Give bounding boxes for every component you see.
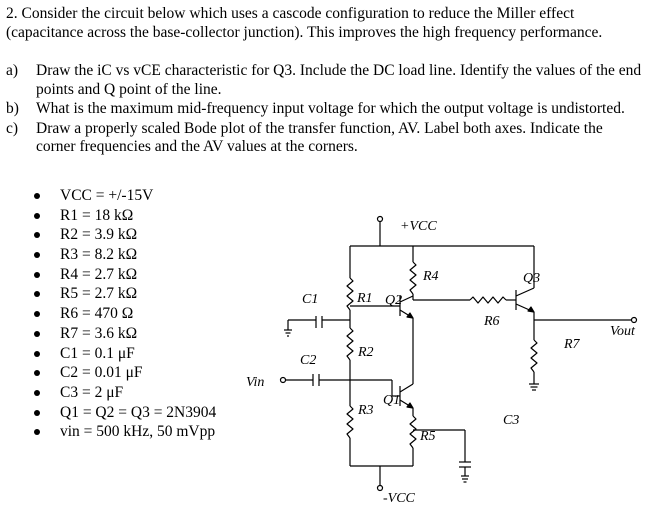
spec-item: R1 = 18 kΩ bbox=[34, 206, 216, 226]
vcc-negative-label: -VCC bbox=[383, 491, 415, 506]
c1-label: C1 bbox=[302, 292, 319, 307]
vcc-positive-label: +VCC bbox=[400, 219, 437, 234]
spec-item: R7 = 3.6 kΩ bbox=[34, 324, 216, 344]
spec-item: R2 = 3.9 kΩ bbox=[34, 225, 216, 245]
spec-item: R4 = 2.7 kΩ bbox=[34, 265, 216, 285]
c2-label: C2 bbox=[300, 353, 317, 368]
spec-item: Q1 = Q2 = Q3 = 2N3904 bbox=[34, 403, 216, 423]
spec-item: R6 = 470 Ω bbox=[34, 304, 216, 324]
resistor-r6 bbox=[470, 297, 506, 303]
question-text: Draw the iC vs vCE characteristic for Q3. Include the DC load line. Identify the values of the end points and Q point of the line. bbox=[36, 62, 642, 98]
spec-item: C1 = 0.1 μF bbox=[34, 344, 216, 364]
resistor-r7 bbox=[531, 340, 537, 372]
r4-label: R4 bbox=[423, 269, 439, 284]
q1-label: Q1 bbox=[383, 393, 401, 408]
r7-label: R7 bbox=[564, 337, 580, 352]
c3-label: C3 bbox=[503, 413, 520, 428]
r5-label: R5 bbox=[420, 429, 436, 444]
q2-label: Q2 bbox=[385, 293, 403, 308]
problem-intro: 2. Consider the circuit below which uses a cascode configuration to reduce the Miller effect (capacitance across the base-collector junction). This improves the high frequency performance. bbox=[6, 5, 603, 41]
spec-item: VCC = +/-15V bbox=[34, 186, 216, 206]
question-label: b) bbox=[6, 100, 19, 117]
r1-label: R1 bbox=[357, 291, 373, 306]
question-text: What is the maximum mid-frequency input voltage for which the output voltage is undistorted. bbox=[36, 100, 625, 117]
spec-item: R3 = 8.2 kΩ bbox=[34, 245, 216, 265]
question-text: Draw a properly scaled Bode plot of the transfer function, AV. Label both axes. Indicate the corner frequencies and the AV values at the corners. bbox=[36, 119, 603, 155]
resistor-r3 bbox=[347, 406, 353, 438]
resistor-r5 bbox=[410, 416, 416, 448]
question-label: a) bbox=[6, 62, 19, 79]
spec-item: vin = 500 kHz, 50 mVpp bbox=[34, 422, 216, 442]
spec-item: C2 = 0.01 μF bbox=[34, 363, 216, 383]
spec-item: R5 = 2.7 kΩ bbox=[34, 284, 216, 304]
question-label: c) bbox=[6, 119, 19, 137]
vin-label: Vin bbox=[246, 375, 265, 390]
spec-item: C3 = 2 μF bbox=[34, 383, 216, 403]
resistor-r1 bbox=[347, 278, 353, 310]
vout-label: Vout bbox=[610, 324, 635, 339]
r6-label: R6 bbox=[484, 314, 500, 329]
q3-label: Q3 bbox=[523, 271, 541, 286]
resistor-r2 bbox=[347, 328, 353, 360]
r3-label: R3 bbox=[358, 403, 374, 418]
r2-label: R2 bbox=[358, 345, 374, 360]
resistor-r4 bbox=[410, 262, 416, 294]
